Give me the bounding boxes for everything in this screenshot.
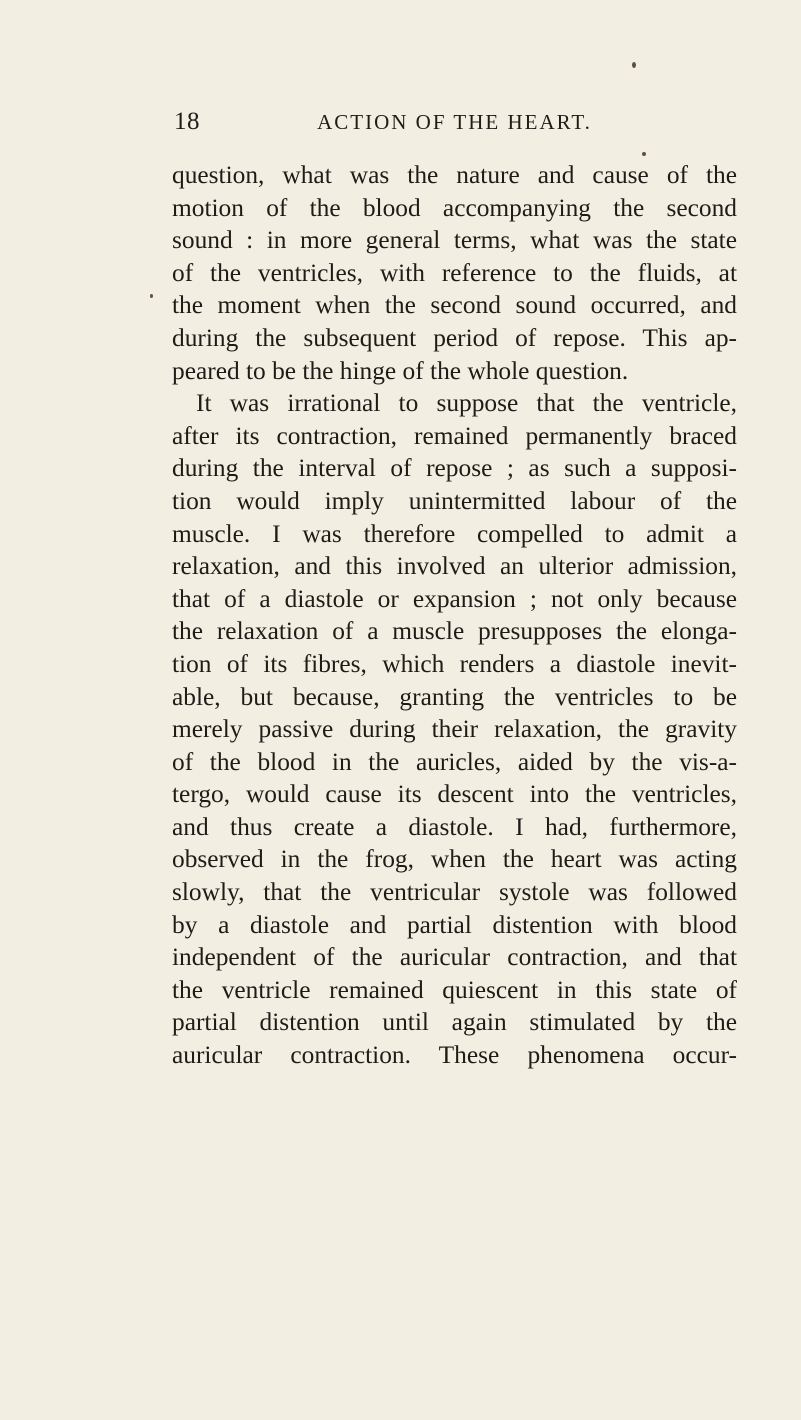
scan-speck [642, 152, 646, 156]
page-number: 18 [174, 108, 200, 135]
text-line: tion of its fibres, which renders a diastole inevit- [172, 649, 737, 678]
page-header [172, 108, 737, 140]
text-line: the moment when the second sound occurred, and [172, 291, 737, 320]
text-line: motion of the blood accompanying the second [172, 193, 737, 222]
text-line: during the subsequent period of repose. This ap- [172, 323, 737, 352]
text-line: muscle. I was therefore compelled to admit a [172, 519, 737, 548]
text-line: merely passive during their relaxation, the gravity [172, 715, 737, 744]
text-line: the ventricle remained quiescent in this state of [172, 975, 737, 1004]
text-line: that of a diastole or expansion ; not only because [172, 584, 737, 613]
text-line: auricular contraction. These phenomena occur- [172, 1041, 737, 1070]
text-line: by a diastole and partial distention with blood [172, 910, 737, 939]
text-line: of the blood in the auricles, aided by the vis-a- [172, 747, 737, 776]
text-line: independent of the auricular contraction, and that [172, 943, 737, 972]
text-line: peared to be the hinge of the whole question. [172, 356, 629, 385]
scan-speck [150, 294, 153, 298]
body-text [172, 159, 737, 1072]
text-line: relaxation, and this involved an ulterior admission, [172, 552, 737, 581]
text-line: after its contraction, remained permanently braced [172, 421, 737, 450]
text-line: able, but because, granting the ventricles to be [172, 682, 737, 711]
text-line: and thus create a diastole. I had, furthermore, [172, 812, 737, 841]
text-line: tion would imply unintermitted labour of the [172, 486, 737, 515]
text-line: slowly, that the ventricular systole was followed [172, 878, 737, 907]
running-head: ACTION OF THE HEART. [317, 110, 592, 134]
text-line: during the interval of repose ; as such a supposi- [172, 454, 737, 483]
text-line: of the ventricles, with reference to the fluids, at [172, 258, 737, 287]
text-line: tergo, would cause its descent into the ventricles, [172, 780, 737, 809]
text-line: the relaxation of a muscle presupposes the elonga- [172, 617, 737, 646]
text-line: partial distention until again stimulated by the [172, 1008, 737, 1037]
scan-speck [632, 62, 636, 68]
text-line: observed in the frog, when the heart was acting [172, 845, 737, 874]
text-line: It was irrational to suppose that the ventricle, [196, 389, 737, 418]
text-line: sound : in more general terms, what was the state [172, 226, 737, 255]
text-line: question, what was the nature and cause of the [172, 161, 737, 189]
